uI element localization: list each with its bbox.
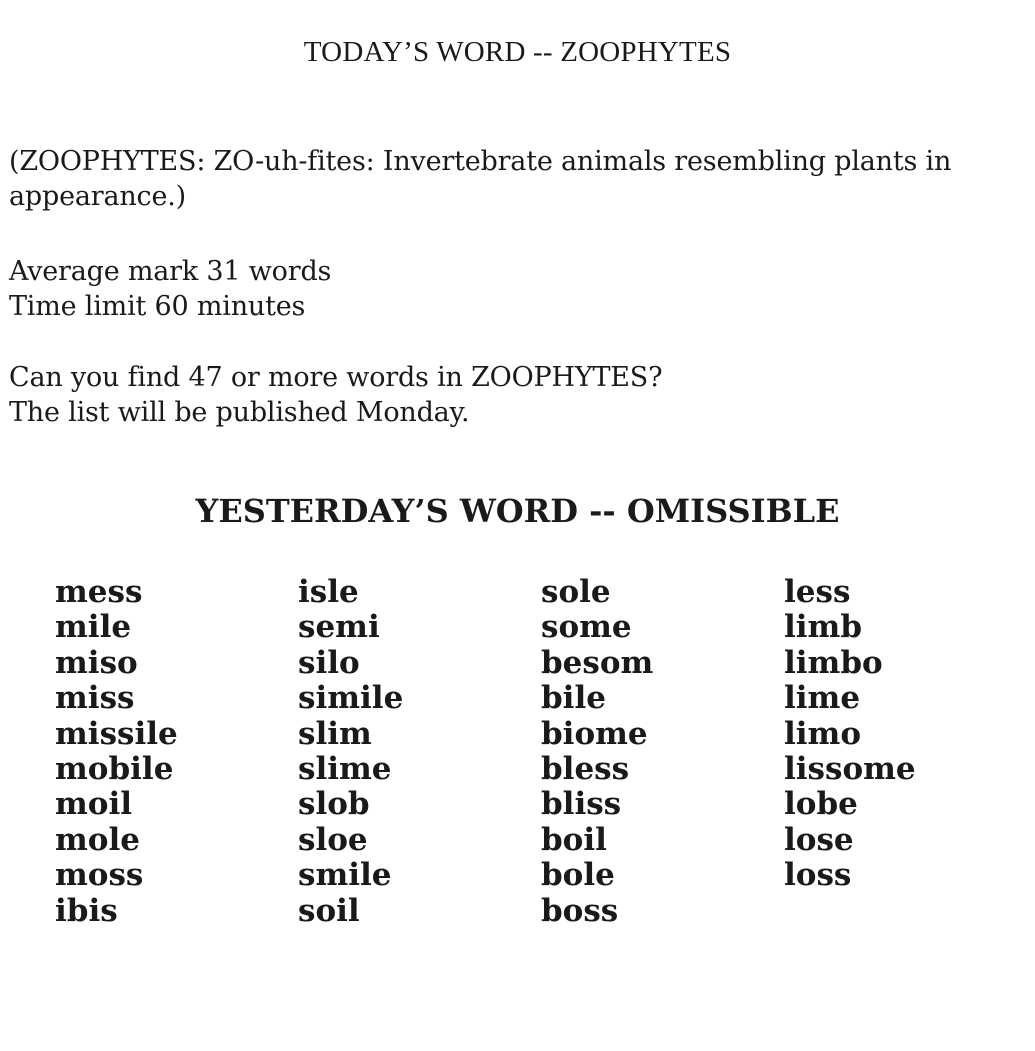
answer-word: sole [541,574,611,610]
answer-word: mile [55,609,132,646]
answer-word: missile [55,715,178,752]
answer-word: sloe [298,821,368,858]
answer-word: slime [298,751,392,788]
answer-word: moil [55,786,133,823]
answer-word: ibis [55,892,118,929]
answer-word: limb [784,609,863,646]
answer-word: loss [784,857,852,894]
word-column [55,575,295,929]
answer-word: bole [541,857,615,894]
answer-word: mole [55,821,140,858]
answer-word: simile [298,680,404,717]
answer-word: lime [784,680,861,717]
answer-word: some [541,609,632,646]
word-column [298,575,538,929]
answer-word: less [784,574,851,610]
answer-word: lissome [784,751,916,788]
answer-word: smile [298,857,392,894]
publish-note: The list will be published Monday. [9,397,470,428]
answer-word: bile [541,680,606,717]
puzzle-challenge [9,360,1024,430]
answer-word: bliss [541,786,622,823]
answer-word: slim [298,715,372,752]
answer-word: lose [784,821,854,858]
definition-line: (ZOOPHYTES: ZO-uh-fites: Invertebrate animals resembling plants in [9,146,952,177]
answer-word: silo [298,644,360,681]
answer-word: moss [55,857,144,894]
puzzle-stats [9,254,1024,324]
answer-word: limo [784,715,862,752]
yesterdays-word-title: YESTERDAY’S WORD -- OMISSIBLE [195,492,840,530]
word-column [541,575,781,929]
answer-word: limbo [784,644,883,681]
answer-word: miso [55,644,138,681]
time-limit: Time limit 60 minutes [9,291,306,322]
todays-word-title: TODAY’S WORD -- ZOOPHYTES [303,36,732,68]
average-mark: Average mark 31 words [9,256,332,287]
answer-word: slob [298,786,370,823]
definition-line: appearance.) [9,181,186,212]
answer-word: mess [55,574,143,610]
answer-word: boil [541,821,607,858]
answer-word: boss [541,892,619,929]
word-column [784,575,1024,894]
answer-word: lobe [784,786,858,823]
answer-word: semi [298,609,380,646]
challenge-question: Can you find 47 or more words in ZOOPHYTES? [9,362,663,393]
answer-word: soil [298,892,360,929]
answer-word: bless [541,751,630,788]
answer-word: mobile [55,751,174,788]
answer-word: miss [55,680,135,717]
word-definition [9,144,1024,214]
answer-word: isle [298,574,359,610]
answer-word: biome [541,715,648,752]
answer-word: besom [541,644,654,681]
